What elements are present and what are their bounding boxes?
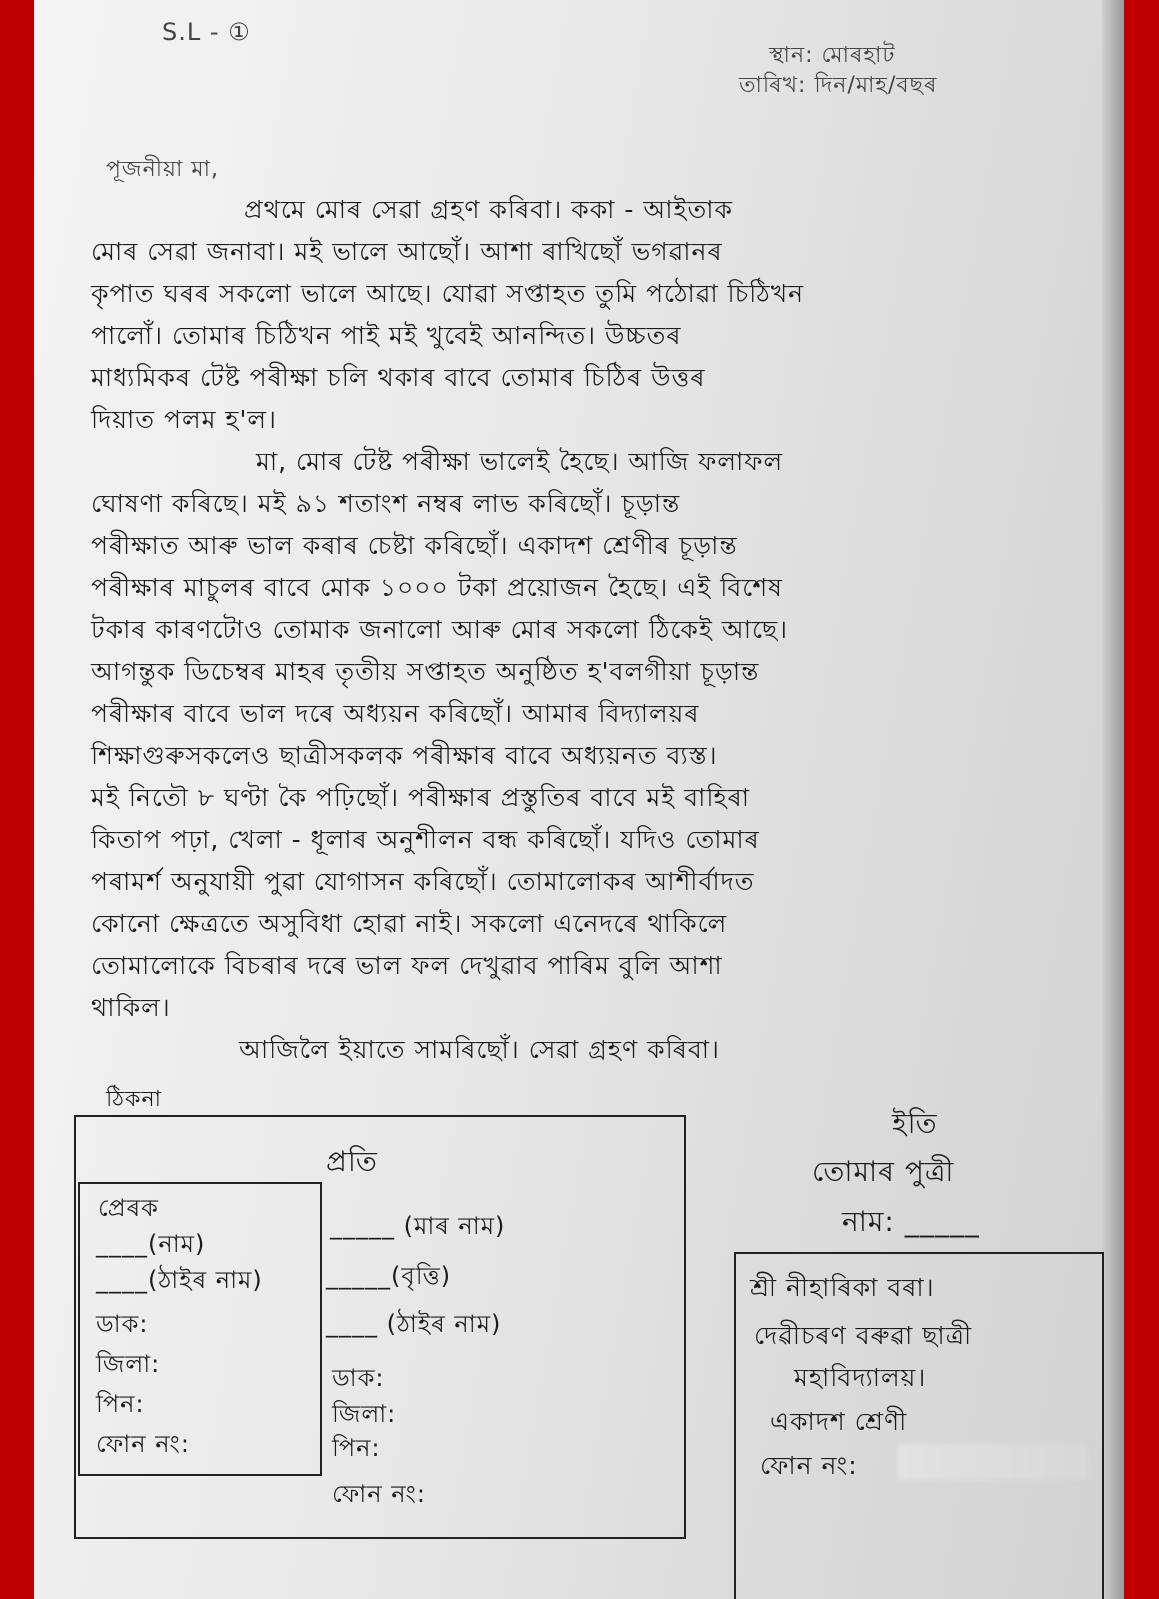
- recipient-phone: ফোন নং:: [332, 1480, 426, 1508]
- letter-line: পৰামৰ্শ অনুযায়ী পুৱা যোগাসন কৰিছোঁ। তোমালোকৰ আশীৰ্বাদত: [91, 867, 755, 896]
- sender-name: ____(নাম): [96, 1230, 206, 1258]
- closing-iti: ইতি: [892, 1107, 938, 1140]
- letter-line: পৰীক্ষাত আৰু ভাল কৰাৰ চেষ্টা কৰিছোঁ। একাদশ শ্ৰেণীৰ চূড়ান্ত: [91, 531, 738, 560]
- letter-line: আজিলৈ ইয়াতে সামৰিছোঁ। সেৱা গ্ৰহণ কৰিবা।: [239, 1035, 720, 1064]
- closing-name: নাম: _____: [842, 1205, 980, 1238]
- letter-line: প্ৰথমে মোৰ সেৱা গ্ৰহণ কৰিবা। ককা - আইতাক: [244, 195, 734, 224]
- student-name: শ্ৰী নীহাৰিকা বৰা।: [750, 1273, 935, 1302]
- letter-line: মাধ্যমিকৰ টেষ্ট পৰীক্ষা চলি থকাৰ বাবে তোমাৰ চিঠিৰ উত্তৰ: [91, 363, 706, 392]
- student-class: একাদশ শ্ৰেণী: [770, 1407, 908, 1436]
- letter-line: আগন্তুক ডিচেম্বৰ মাহৰ তৃতীয় সপ্তাহত অনুষ্ঠিত হ'বলগীয়া চূড়ান্ত: [91, 657, 760, 686]
- letter-line: তোমালোকে বিচৰাৰ দৰে ভাল ফল দেখুৱাব পাৰিম বুলি আশা: [91, 951, 723, 980]
- letter-line: ঘোষণা কৰিছে। মই ৯১ শতাংশ নম্বৰ লাভ কৰিছোঁ। চূড়ান্ত: [91, 489, 681, 518]
- sender-label: প্ৰেৰক: [98, 1194, 159, 1222]
- letter-line: মই নিতৌ ৮ ঘণ্টা কৈ পঢ়িছোঁ। পৰীক্ষাৰ প্ৰস্তুতিৰ বাবে মই বাহিৰা: [91, 783, 750, 812]
- date-line: তাৰিখ: দিন/মাহ/বছৰ: [739, 73, 938, 98]
- student-phone: ফোন নং:: [760, 1451, 858, 1480]
- recipient-occupation: _____(বৃত্তি): [326, 1262, 452, 1290]
- recipient-post: ডাক:: [332, 1364, 385, 1392]
- letter-line: মোৰ সেৱা জনাবা। মই ভালে আছোঁ। আশা ৰাখিছোঁ ভগৱানৰ: [91, 237, 723, 266]
- closing-relation: তোমাৰ পুত্ৰী: [812, 1155, 955, 1188]
- letter-line: কিতাপ পঢ়া, খেলা - ধূলাৰ অনুশীলন বন্ধ কৰিছোঁ। যদিও তোমাৰ: [91, 825, 760, 854]
- letter-line: পৰীক্ষাৰ মাচুলৰ বাবে মোক ১০০০ টকা প্ৰয়োজন হৈছে। এই বিশেষ: [91, 573, 783, 602]
- paper-edge: [1102, 0, 1124, 1599]
- address-label: ঠিকনা: [106, 1087, 162, 1112]
- letter-line: মা, মোৰ টেষ্ট পৰীক্ষা ভালেই হৈছে। আজি ফলাফল: [256, 447, 784, 476]
- letter-paper: [34, 0, 1124, 1599]
- letter-line: থাকিল।: [91, 993, 171, 1022]
- sender-post: ডাক:: [96, 1310, 149, 1338]
- student-college-2: মহাবিদ্যালয়।: [794, 1363, 927, 1392]
- envelope-to-label: প্ৰতি: [326, 1145, 378, 1178]
- letter-line: দিয়াত পলম হ'ল।: [91, 405, 277, 434]
- serial-number: S.L - ①: [162, 18, 251, 46]
- letter-line: কৃপাত ঘৰৰ সকলো ভালে আছে। যোৱা সপ্তাহত তুমি পঠোৱা চিঠিখন: [91, 279, 805, 308]
- redacted-phone: [898, 1444, 1088, 1480]
- student-college: দেৱীচৰণ বৰুৱা ছাত্ৰী: [754, 1321, 973, 1350]
- sender-pin: পিন:: [96, 1390, 145, 1418]
- sender-place: ____(ঠাইৰ নাম): [96, 1266, 263, 1294]
- recipient-place: ____ (ঠাইৰ নাম): [326, 1310, 502, 1338]
- sender-district: জিলা:: [96, 1350, 161, 1378]
- letter-line: টকাৰ কাৰণটোও তোমাক জনালো আৰু মোৰ সকলো ঠিকেই আছে।: [91, 615, 789, 644]
- letter-line: শিক্ষাগুৰুসকলেও ছাত্ৰীসকলক পৰীক্ষাৰ বাবে অধ্যয়নত ব্যস্ত।: [91, 741, 718, 770]
- sender-phone: ফোন নং:: [96, 1430, 190, 1458]
- letter-line: কোনো ক্ষেত্ৰতে অসুবিধা হোৱা নাই। সকলো এনেদৰে থাকিলে: [91, 909, 728, 938]
- recipient-district: জিলা:: [332, 1400, 397, 1428]
- salutation: পূজনীয়া মা,: [106, 157, 219, 182]
- recipient-pin: পিন:: [332, 1434, 381, 1462]
- letter-line: পৰীক্ষাৰ বাবে ভাল দৰে অধ্যয়ন কৰিছোঁ। আমাৰ বিদ্যালয়ৰ: [91, 699, 700, 728]
- letter-line: পালোঁ। তোমাৰ চিঠিখন পাই মই খুবেই আনন্দিত। উচ্চতৰ: [91, 321, 682, 350]
- recipient-mother: _____ (মাৰ নাম): [330, 1212, 506, 1240]
- place-line: স্থান: মোৰহাট: [769, 43, 896, 68]
